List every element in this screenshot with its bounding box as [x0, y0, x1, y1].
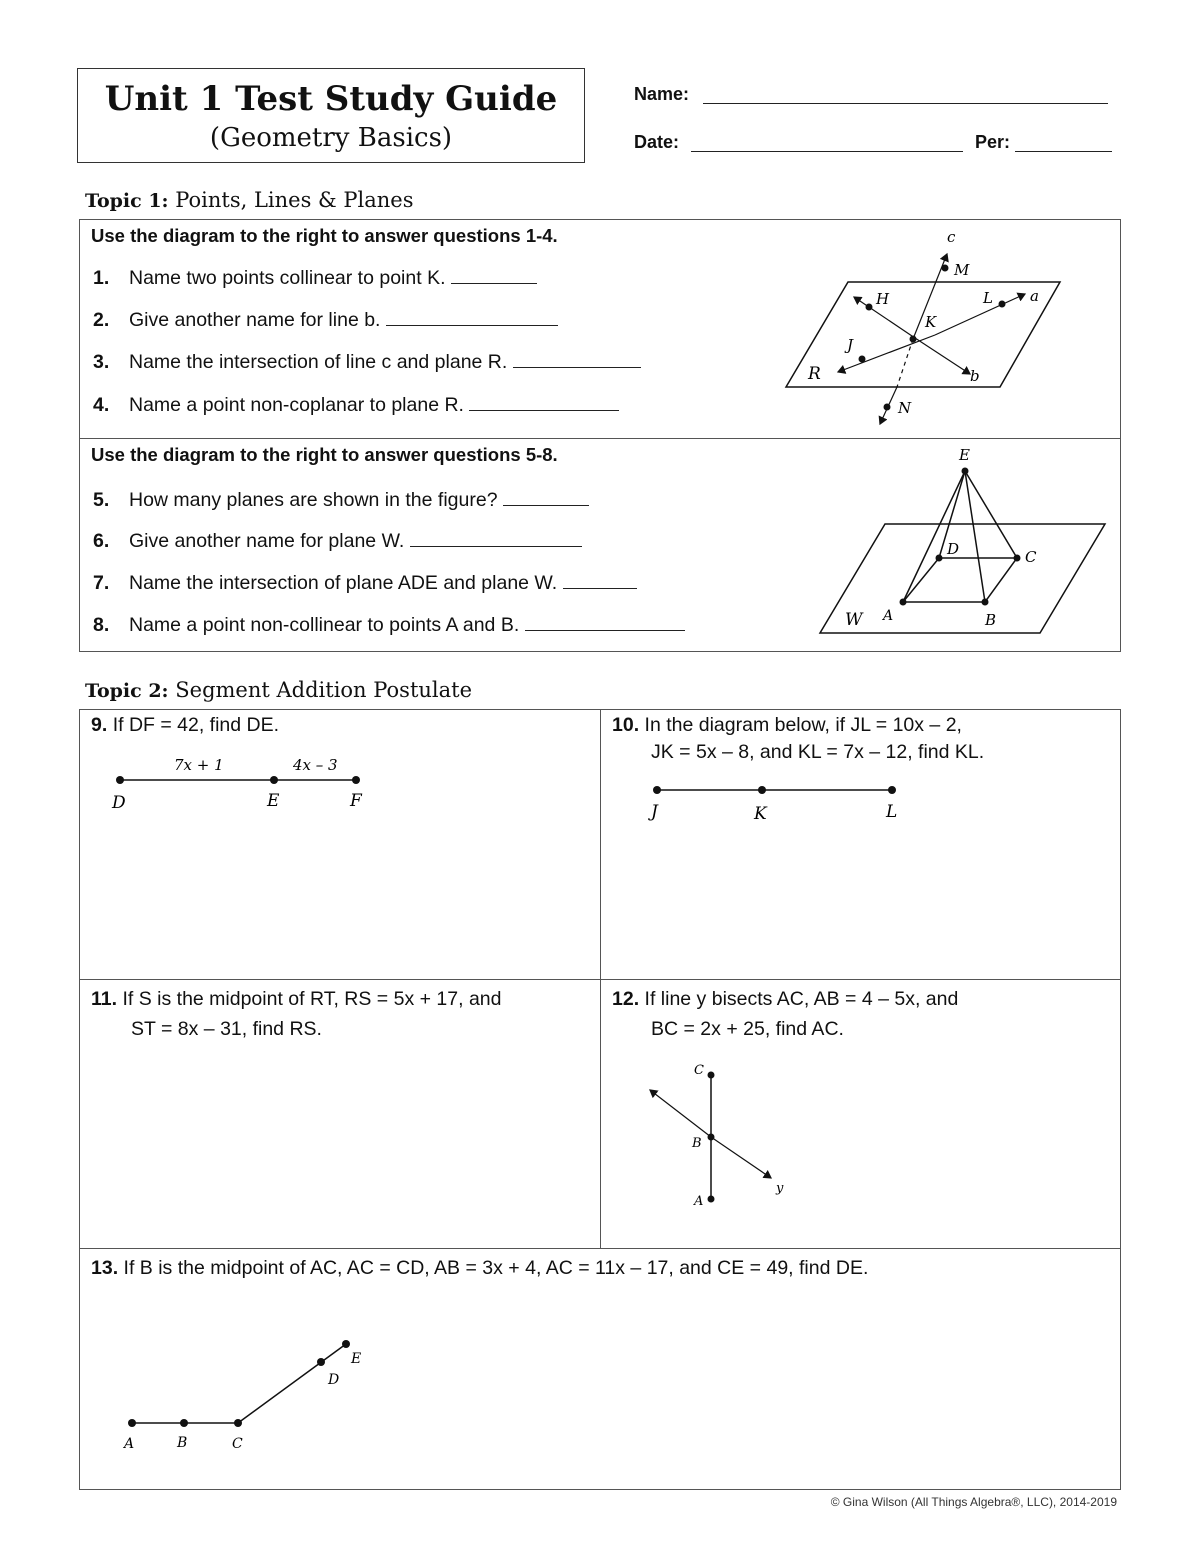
line-a-right [935, 294, 1025, 335]
bisector-diagram [640, 1055, 800, 1215]
problem-text-line1: If S is the midpoint of RT, RS = 5x + 17, and [122, 988, 502, 1010]
label-c: c [947, 228, 956, 246]
line-y-up [650, 1090, 711, 1137]
label-k: K [754, 804, 767, 824]
point-k [910, 336, 917, 343]
answer-blank[interactable] [386, 324, 558, 326]
label-c: C [232, 1436, 243, 1452]
topic1-heading [85, 188, 414, 212]
point-b [180, 1419, 188, 1427]
label-y: y [776, 1181, 784, 1196]
point-b [708, 1134, 715, 1141]
point-d [116, 776, 124, 784]
question-text: Name a point non-coplanar to plane R. [129, 394, 464, 416]
question-number: 7. [93, 572, 110, 594]
point-d [317, 1358, 325, 1366]
point-j [653, 786, 661, 794]
segment-jkl-diagram [640, 772, 920, 832]
pyramid-diagram [815, 440, 1115, 645]
date-field[interactable] [691, 151, 963, 152]
problem-text-line1: In the diagram below, if JL = 10x – 2, [644, 714, 962, 736]
answer-blank[interactable] [451, 282, 537, 284]
segment-label-ef: 4x – 3 [293, 756, 338, 774]
point-l [888, 786, 896, 794]
question-number: 4. [93, 394, 110, 416]
question-text: Name a point non-collinear to points A and B. [129, 614, 520, 636]
label-d: D [947, 540, 960, 558]
instruction-1-4: Use the diagram to the right to answer questions 1-4. [91, 225, 558, 246]
edge-ec [965, 471, 1017, 558]
question-number: 8. [93, 614, 110, 636]
label-d: D [112, 793, 126, 813]
label-m: M [954, 261, 970, 279]
question-text: Give another name for line b. [129, 309, 381, 331]
label-j: J [651, 802, 658, 822]
point-e [270, 776, 278, 784]
problem-13 [91, 1253, 868, 1284]
problem-text: If B is the midpoint of AC, AC = CD, AB = 3x + 4, AC = 11x – 17, and CE = 49, find DE. [123, 1257, 869, 1279]
question-number: 3. [93, 351, 110, 373]
problem-number: 13. [91, 1257, 119, 1279]
edge-ea [903, 471, 965, 602]
problem-11 [91, 984, 501, 1015]
instruction-5-8: Use the diagram to the right to answer questions 5-8. [91, 444, 558, 465]
line-y-down [711, 1137, 771, 1178]
question-number: 5. [93, 489, 110, 511]
label-h: H [876, 290, 890, 308]
label-b: B [985, 611, 997, 629]
question-number: 2. [93, 309, 110, 331]
point-k [758, 786, 766, 794]
title-box [77, 68, 585, 163]
question-number: 6. [93, 530, 110, 552]
topic2-prefix: Topic 2: [85, 680, 169, 702]
topic2-row-divider-1 [79, 979, 1121, 980]
problem-number: 11. [91, 988, 118, 1010]
label-b: B [692, 1136, 702, 1151]
name-label: Name: [634, 84, 690, 104]
per-label: Per: [975, 132, 1011, 152]
label-n: N [898, 399, 912, 417]
point-d [936, 555, 943, 562]
point-m [942, 265, 949, 272]
segment-label-de: 7x + 1 [174, 756, 224, 774]
point-b [982, 599, 989, 606]
label-l: L [983, 289, 993, 307]
point-h [866, 304, 873, 311]
topic2-row-divider-2 [79, 1248, 1121, 1249]
label-w: W [845, 610, 863, 630]
plane-r [786, 282, 1060, 387]
point-a [708, 1196, 715, 1203]
question-5 [93, 489, 589, 512]
edge-eb [965, 471, 985, 602]
label-e: E [351, 1351, 362, 1367]
question-8 [93, 614, 685, 637]
point-n [884, 404, 891, 411]
problem-number: 10. [612, 714, 640, 736]
answer-blank[interactable] [525, 629, 685, 631]
point-c [234, 1419, 242, 1427]
point-c [708, 1072, 715, 1079]
point-e [962, 468, 969, 475]
problem-text-line1: If line y bisects AC, AB = 4 – 5x, and [644, 988, 959, 1010]
question-2 [93, 309, 558, 332]
label-e: E [267, 791, 280, 811]
topic2-heading [85, 678, 472, 702]
point-f [352, 776, 360, 784]
problem-9 [91, 710, 279, 741]
segment-abcde-diagram [110, 1330, 390, 1460]
label-b: b [970, 367, 980, 385]
point-j [859, 356, 866, 363]
question-text: Give another name for plane W. [129, 530, 405, 552]
page-subtitle: (Geometry Basics) [209, 123, 453, 153]
question-3 [93, 351, 641, 374]
copyright-footer: © Gina Wilson (All Things Algebra®, LLC), 2014-2019 [830, 1495, 1117, 1509]
topic2-title: Segment Addition Postulate [175, 678, 473, 702]
label-a: A [124, 1436, 135, 1452]
label-d: D [328, 1372, 340, 1388]
label-r: R [808, 364, 821, 384]
question-7 [93, 572, 637, 595]
problem-number: 12. [612, 988, 640, 1010]
question-1 [93, 267, 537, 290]
segment-def-diagram [100, 748, 380, 818]
question-number: 1. [93, 267, 110, 289]
name-field[interactable] [703, 103, 1108, 104]
question-4 [93, 394, 619, 417]
label-b: B [177, 1435, 188, 1451]
answer-blank[interactable] [563, 587, 637, 589]
label-l: L [886, 802, 898, 822]
label-j: J [847, 336, 854, 354]
topic1-divider [79, 438, 1121, 439]
answer-blank[interactable] [410, 545, 582, 547]
point-e [342, 1340, 350, 1348]
label-f: F [350, 791, 362, 811]
date-label: Date: [634, 132, 680, 152]
question-text: How many planes are shown in the figure? [129, 489, 498, 511]
topic1-prefix: Topic 1: [85, 190, 169, 212]
problem-text: If DF = 42, find DE. [112, 714, 280, 736]
plane-w [820, 524, 1105, 633]
label-e: E [959, 446, 970, 464]
answer-blank[interactable] [503, 504, 589, 506]
label-k: K [925, 313, 937, 331]
label-a: A [883, 608, 894, 624]
problem-12 [612, 984, 958, 1015]
question-text: Name the intersection of line c and plane R. [129, 351, 508, 373]
question-6 [93, 530, 582, 553]
topic1-title: Points, Lines & Planes [175, 188, 414, 212]
problem-10-line2: JK = 5x – 8, and KL = 7x – 12, find KL. [651, 741, 985, 763]
question-text: Name the intersection of plane ADE and plane W. [129, 572, 558, 594]
point-a [900, 599, 907, 606]
label-c: C [694, 1063, 704, 1078]
answer-blank[interactable] [513, 366, 641, 368]
problem-12-line2: BC = 2x + 25, find AC. [651, 1018, 844, 1040]
point-l [999, 301, 1006, 308]
page-title: Unit 1 Test Study Guide [104, 79, 558, 119]
problem-number: 9. [91, 714, 108, 736]
label-c: C [1025, 548, 1037, 566]
label-a: A [694, 1194, 704, 1209]
point-c [1014, 555, 1021, 562]
problem-11-line2: ST = 8x – 31, find RS. [131, 1018, 322, 1040]
question-text: Name two points collinear to point K. [129, 267, 446, 289]
point-a [128, 1419, 136, 1427]
answer-blank[interactable] [469, 409, 619, 411]
label-a: a [1030, 287, 1039, 305]
per-field[interactable] [1015, 151, 1112, 152]
line-b-down [912, 336, 970, 374]
plane-r-diagram [770, 222, 1080, 434]
